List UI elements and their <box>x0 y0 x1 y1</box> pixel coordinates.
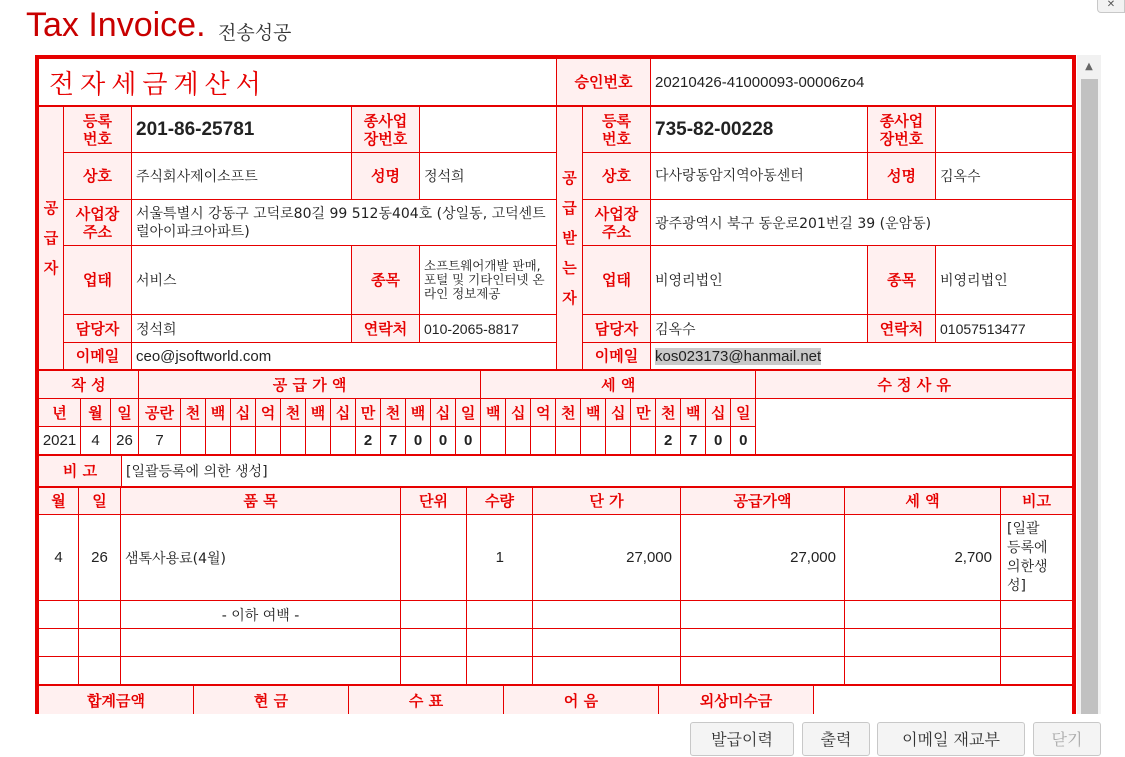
page-title: Tax Invoice. <box>26 6 206 44</box>
item-unit-header: 단위 <box>401 488 467 515</box>
issue-history-button[interactable]: 발급이력 <box>690 722 794 756</box>
supplier-subbiz-label: 종사업 장번호 <box>352 107 420 153</box>
supply-digit-header: 천 <box>281 399 306 427</box>
totals-section <box>38 685 1073 714</box>
supplier-manager: 정석희 <box>132 315 352 343</box>
item-tax-header: 세 액 <box>845 488 1001 515</box>
blank-note: - 이하 여백 - <box>121 601 401 629</box>
item-day: 26 <box>79 515 121 601</box>
tax-digit-header: 천 <box>556 399 581 427</box>
items-table <box>38 487 1073 685</box>
table-row <box>39 657 1073 685</box>
supply-digit: 0 <box>406 427 431 455</box>
receiver-email: kos023173@hanmail.net <box>651 343 1073 370</box>
supplier-manager-label: 담당자 <box>64 315 132 343</box>
supplier-contact-label: 연락처 <box>352 315 420 343</box>
item-note: [일괄등록에의한생성] <box>1001 515 1073 601</box>
tax-digit <box>531 427 556 455</box>
tax-digit: 0 <box>731 427 756 455</box>
supply-digit-header: 백 <box>406 399 431 427</box>
receiver-name: 김옥수 <box>936 153 1073 200</box>
table-row <box>39 629 1073 657</box>
amount-section <box>38 370 1073 455</box>
item-qty-header: 수량 <box>467 488 533 515</box>
supply-digit: 2 <box>356 427 381 455</box>
supply-amount-label: 공 급 가 액 <box>139 371 481 399</box>
tax-digit-header: 십 <box>706 399 731 427</box>
tax-digit <box>606 427 631 455</box>
item-name: 샘톡사용료(4월) <box>121 515 401 601</box>
receiver-company: 다사랑동암지역아동센터 <box>651 153 868 200</box>
items-header-row <box>39 488 1073 515</box>
table-row <box>39 515 1073 601</box>
supply-digit: 7 <box>381 427 406 455</box>
receiver-subbiz <box>936 107 1073 153</box>
email-resend-button[interactable]: 이메일 재교부 <box>877 722 1025 756</box>
write-year: 2021 <box>39 427 81 455</box>
supply-digit-header: 백 <box>206 399 231 427</box>
receiver-subbiz-label: 종사업 장번호 <box>868 107 936 153</box>
check-label: 수 표 <box>349 686 504 715</box>
tax-digit-header: 백 <box>581 399 606 427</box>
supplier-subbiz <box>420 107 557 153</box>
send-status: 전송성공 <box>218 22 292 44</box>
supply-digit: 0 <box>456 427 481 455</box>
revision-reason-value <box>756 399 1073 455</box>
tax-digit <box>506 427 531 455</box>
supplier-side-label: 공 급 자 <box>39 107 64 370</box>
receiver-side-label: 공 급 받 는 자 <box>557 107 583 370</box>
item-day-header: 일 <box>79 488 121 515</box>
write-day: 26 <box>111 427 139 455</box>
supply-digit: 0 <box>431 427 456 455</box>
table-row <box>39 601 1073 629</box>
note-value: [일괄등록에 의한 생성] <box>122 456 1073 487</box>
item-unit <box>401 515 467 601</box>
supplier-contact: 010-2065-8817 <box>420 315 557 343</box>
receiver-biztype-label: 업태 <box>583 246 651 315</box>
receiver-bizitem-label: 종목 <box>868 246 936 315</box>
receiver-manager: 김옥수 <box>651 315 868 343</box>
supply-digit-header: 십 <box>431 399 456 427</box>
supplier-email-label: 이메일 <box>64 343 132 370</box>
blank-count: 7 <box>139 427 181 455</box>
item-month-header: 월 <box>39 488 79 515</box>
supplier-company: 주식회사제이소프트 <box>132 153 352 200</box>
supply-digit <box>231 427 256 455</box>
parties-section <box>38 106 1073 370</box>
tax-digit: 2 <box>656 427 681 455</box>
supplier-reg-label: 등록 번호 <box>64 107 132 153</box>
year-header: 년 <box>39 399 81 427</box>
supplier-address: 서울특별시 강동구 고덕로80길 99 512동404호 (상일동, 고덕센트럴아이파크아파트) <box>132 200 557 246</box>
supplier-biztype: 서비스 <box>132 246 352 315</box>
supplier-bizitem: 소프트웨어개발 판매, 포털 및 기타인터넷 온라인 정보제공 <box>420 246 557 315</box>
supplier-biztype-label: 업태 <box>64 246 132 315</box>
tax-digit-header: 백 <box>481 399 506 427</box>
item-tax: 2,700 <box>845 515 1001 601</box>
close-button[interactable]: 닫기 <box>1033 722 1101 756</box>
tax-invoice-document <box>35 55 1076 714</box>
item-supply: 27,000 <box>681 515 845 601</box>
tax-digit-header: 십 <box>506 399 531 427</box>
receiver-address: 광주광역시 북구 동운로201번길 39 (운암동) <box>651 200 1073 246</box>
supply-digit-header: 일 <box>456 399 481 427</box>
receiver-name-label: 성명 <box>868 153 936 200</box>
supplier-name: 정석희 <box>420 153 557 200</box>
tax-digit-header: 만 <box>631 399 656 427</box>
supply-digit-header: 백 <box>306 399 331 427</box>
bill-label: 어 음 <box>504 686 659 715</box>
receiver-manager-label: 담당자 <box>583 315 651 343</box>
day-header: 일 <box>111 399 139 427</box>
tax-digit-header: 십 <box>606 399 631 427</box>
supply-digit <box>331 427 356 455</box>
invoice-title-row <box>38 58 1073 106</box>
item-price: 27,000 <box>533 515 681 601</box>
scroll-up-arrow-icon[interactable]: ▲ <box>1085 61 1093 72</box>
supply-digit <box>256 427 281 455</box>
write-label: 작 성 <box>39 371 139 399</box>
supply-digit <box>206 427 231 455</box>
supply-digit <box>306 427 331 455</box>
receiver-address-label: 사업장 주소 <box>583 200 651 246</box>
supplier-reg-no: 201-86-25781 <box>132 107 352 153</box>
item-supply-header: 공급가액 <box>681 488 845 515</box>
supply-digit-header: 억 <box>256 399 281 427</box>
item-month: 4 <box>39 515 79 601</box>
tax-digit <box>631 427 656 455</box>
month-header: 월 <box>81 399 111 427</box>
tax-digit: 7 <box>681 427 706 455</box>
vertical-scrollbar[interactable] <box>1077 55 1101 714</box>
credit-label: 외상미수금 <box>659 686 814 715</box>
supply-digit-header: 천 <box>381 399 406 427</box>
print-button[interactable]: 출력 <box>802 722 870 756</box>
tax-amount-label: 세 액 <box>481 371 756 399</box>
tax-digit: 0 <box>706 427 731 455</box>
close-icon[interactable]: ✕ <box>1097 0 1125 13</box>
supply-digit <box>181 427 206 455</box>
tax-digit-header: 억 <box>531 399 556 427</box>
supply-digit-header: 십 <box>231 399 256 427</box>
supply-digit-header: 만 <box>356 399 381 427</box>
cash-label: 현 금 <box>194 686 349 715</box>
supplier-company-label: 상호 <box>64 153 132 200</box>
scrollbar-thumb[interactable] <box>1081 79 1098 714</box>
tax-digit <box>481 427 506 455</box>
invoice-title: 전자세금계산서 <box>39 59 557 106</box>
approval-number: 20210426-41000093-00006zo4 <box>651 59 1073 106</box>
tax-digit-header: 백 <box>681 399 706 427</box>
receiver-company-label: 상호 <box>583 153 651 200</box>
digit-headers-row <box>39 399 1073 427</box>
revision-reason-label: 수 정 사 유 <box>756 371 1073 399</box>
tax-digit-header: 천 <box>656 399 681 427</box>
tax-digit <box>581 427 606 455</box>
supply-digit-header: 십 <box>331 399 356 427</box>
supply-digit <box>281 427 306 455</box>
supplier-address-label: 사업장 주소 <box>64 200 132 246</box>
approval-label: 승인번호 <box>557 59 651 106</box>
write-month: 4 <box>81 427 111 455</box>
tax-digit <box>556 427 581 455</box>
blank-header: 공란 <box>139 399 181 427</box>
tax-digit-header: 일 <box>731 399 756 427</box>
invoice-viewport <box>35 55 1101 714</box>
item-qty: 1 <box>467 515 533 601</box>
receiver-reg-label: 등록 번호 <box>583 107 651 153</box>
item-name-header: 품 목 <box>121 488 401 515</box>
receiver-contact-label: 연락처 <box>868 315 936 343</box>
receiver-reg-no: 735-82-00228 <box>651 107 868 153</box>
receiver-contact: 01057513477 <box>936 315 1073 343</box>
receiver-email-label: 이메일 <box>583 343 651 370</box>
receiver-biztype: 비영리법인 <box>651 246 868 315</box>
note-row <box>38 455 1073 487</box>
receiver-bizitem: 비영리법인 <box>936 246 1073 315</box>
supplier-name-label: 성명 <box>352 153 420 200</box>
total-amount-label: 합계금액 <box>39 686 194 715</box>
item-price-header: 단 가 <box>533 488 681 515</box>
receipt-text <box>814 686 1073 715</box>
item-note-header: 비고 <box>1001 488 1073 515</box>
supplier-bizitem-label: 종목 <box>352 246 420 315</box>
note-label: 비 고 <box>39 456 122 487</box>
supplier-email: ceo@jsoftworld.com <box>132 343 557 370</box>
supply-digit-header: 천 <box>181 399 206 427</box>
